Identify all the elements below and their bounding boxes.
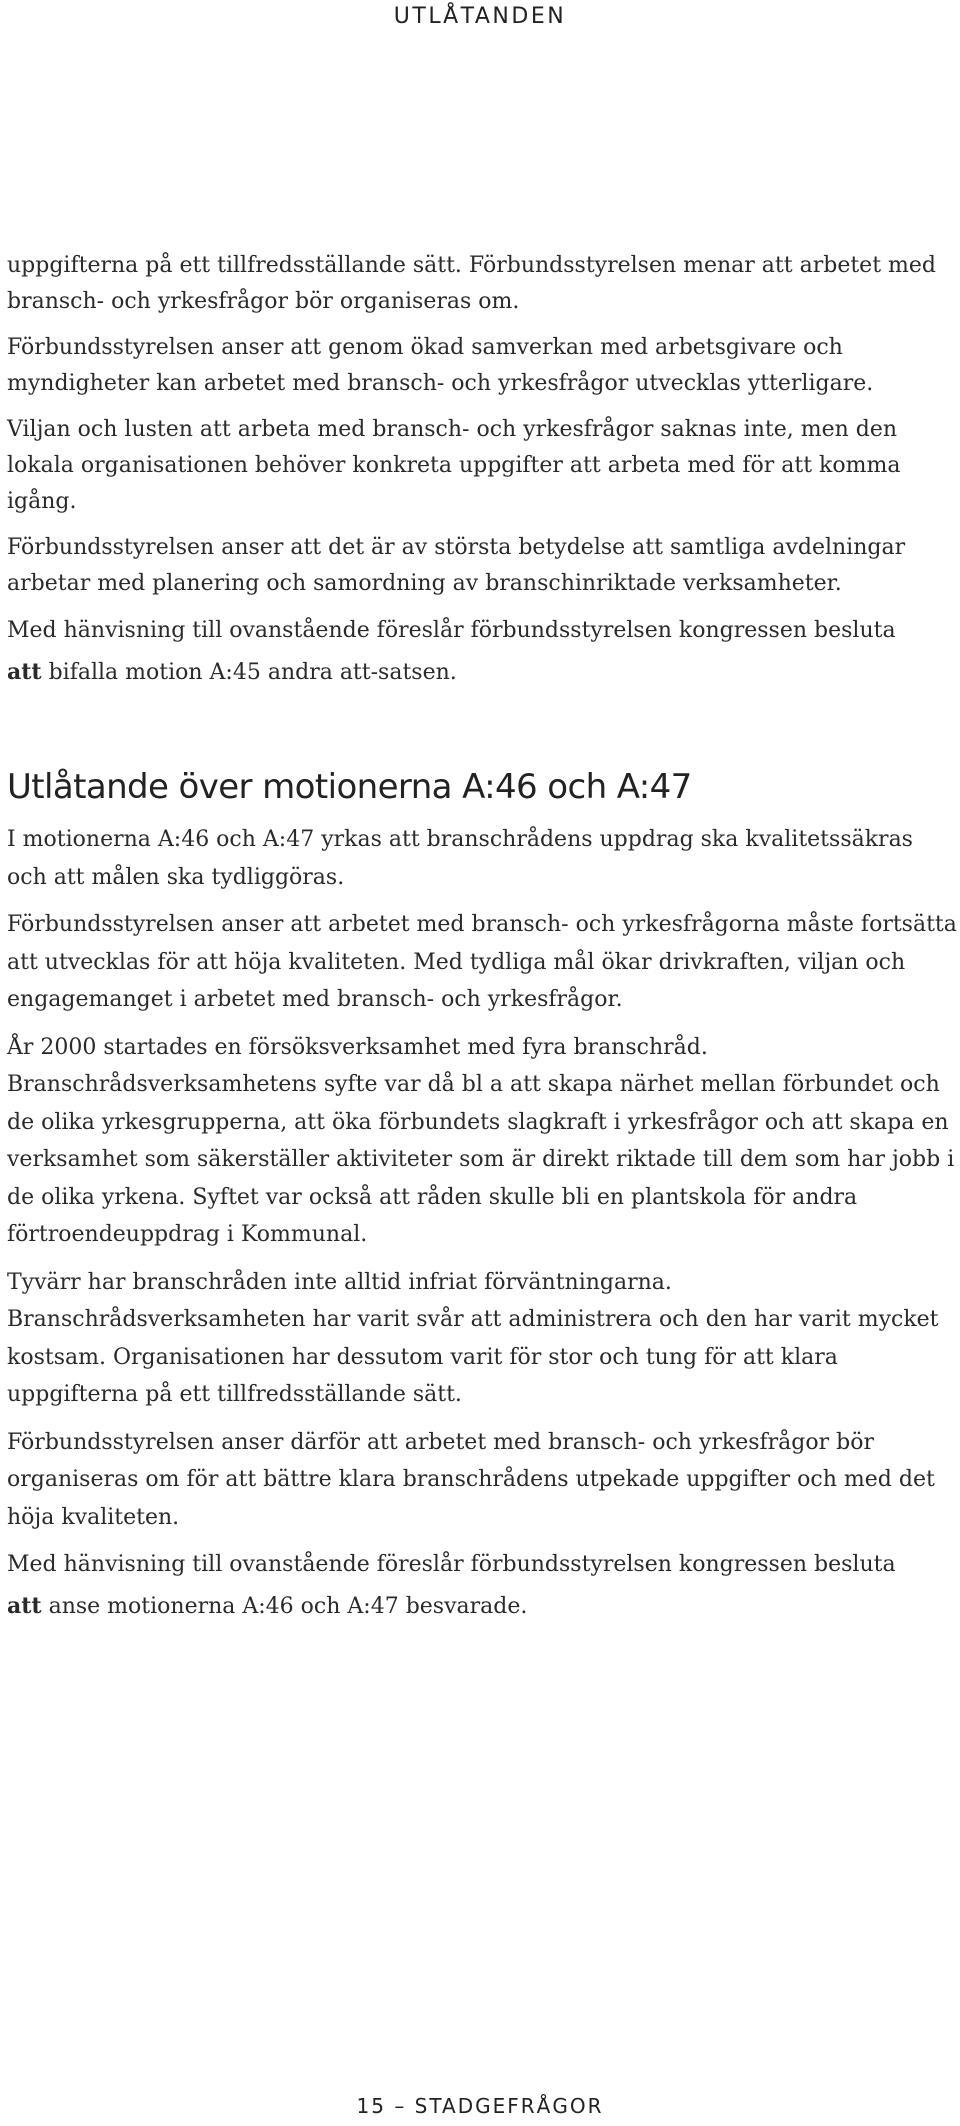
paragraph: Förbundsstyrelsen anser att genom ökad samverkan med arbetsgivare och myndigheter kan arbetet med bransch- och yrkesfrågor utvecklas ytterligare. xyxy=(7,335,874,396)
paragraph: I motionerna A:46 och A:47 yrkas att branschrådens uppdrag ska kvalitetssäkras och att målen ska tydliggöras. xyxy=(7,827,913,890)
paragraph: År 2000 startades en försöksverksamhet med fyra branschråd. Branschrådsverksamhetens syfte var då bl a att skapa närhet mellan förbundet och de olika yrkesgrupperna, att öka förbundets slagkraft i yrkesfrågor och att skapa en verksamhet som säkerställer aktiviteter som är direkt riktade till dem som har jobb i de olika yrkena. Syftet var också att råden skulle bli en plantskola för andra förtroendeuppdrag i Kommunal. xyxy=(7,1034,955,1247)
att-keyword: att xyxy=(7,658,42,685)
paragraph: Med hänvisning till ovanstående föreslår förbundsstyrelsen kongressen besluta xyxy=(7,618,896,643)
paragraph: uppgifterna på ett tillfredsställande sätt. Förbundsstyrelsen menar att arbetet med bransch- och yrkesfrågor bör organiseras om. xyxy=(7,253,936,314)
decision-line xyxy=(7,1588,957,1626)
page-content xyxy=(7,248,957,1625)
decision-line xyxy=(7,654,957,692)
running-header: UTLÅTANDEN xyxy=(393,4,567,29)
decision-text: bifalla motion A:45 andra att-satsen. xyxy=(41,659,457,685)
page-footer: 15 – STADGEFRÅGOR xyxy=(356,2094,604,2118)
paragraph: Förbundsstyrelsen anser därför att arbetet med bransch- och yrkesfrågor bör organiseras om för att bättre klara branschrådens utpekade uppgifter och med det höja kvaliteten. xyxy=(7,1429,935,1530)
paragraph: Förbundsstyrelsen anser att det är av största betydelse att samtliga avdelningar arbetar med planering och samordning av branschinriktade verksamheter. xyxy=(7,535,906,596)
paragraph: Med hänvisning till ovanstående föreslår förbundsstyrelsen kongressen besluta xyxy=(7,1552,896,1577)
section-heading: Utlåtande över motionerna A:46 och A:47 xyxy=(7,767,692,807)
att-keyword: att xyxy=(7,1592,42,1619)
decision-text: anse motionerna A:46 och A:47 besvarade. xyxy=(41,1593,528,1619)
paragraph: Förbundsstyrelsen anser att arbetet med bransch- och yrkesfrågorna måste fortsätta att utvecklas för att höja kvaliteten. Med tydliga mål ökar drivkraften, viljan och engagemanget i arbetet med bransch- och yrkesfrågor. xyxy=(7,912,957,1012)
paragraph: Viljan och lusten att arbeta med bransch- och yrkesfrågor saknas inte, men den lokala organisationen behöver konkreta uppgifter att arbeta med för att komma igång. xyxy=(7,417,901,514)
paragraph: Tyvärr har branschråden inte alltid infriat förväntningarna. Branschrådsverksamheten har varit svår att administrera och den har varit mycket kostsam. Organisationen har dessutom varit för stor och tung för att klara uppgifterna på ett tillfredsställande sätt. xyxy=(7,1269,939,1407)
